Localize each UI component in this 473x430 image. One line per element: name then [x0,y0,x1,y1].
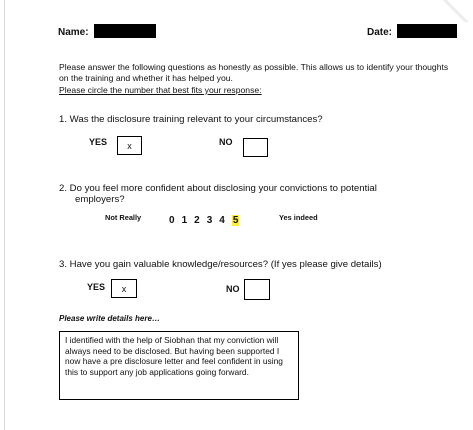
date-label: Date: [367,27,393,38]
intro-text: Please answer the following questions as honestly as possible. This allows us to identify your thoughts on the training and whether it has helped you. [59,62,449,83]
question-1: 1. Was the disclosure training relevant to your circumstances? [59,114,323,125]
details-textbox[interactable]: I identified with the help of Siobhan that my conviction will always need to be disclosed. But having been supported I now have a pre disclosure letter and feel confident in using this to support any job applications going forward. [59,331,299,400]
q3-yes-checkbox[interactable]: x [111,279,137,298]
question-3: 3. Have you gain valuable knowledge/resources? (If yes please give details) [59,259,382,270]
name-label: Name: [58,27,89,38]
page-edge [4,0,5,430]
q2-high-label: Yes indeed [279,213,318,222]
q2-scale [169,210,246,228]
date-redaction [397,24,457,38]
scale-option[interactable]: 3 [206,215,213,226]
q1-yes-label: YES [89,137,108,147]
q3-yes-label: YES [87,282,106,292]
q1-no-label: NO [219,137,233,147]
question-2-line-1: 2. Do you feel more confident about disclosing your convictions to potential [59,183,377,194]
scale-option[interactable]: 0 [169,215,175,226]
scale-option[interactable]: 1 [181,215,188,226]
scale-option-selected[interactable]: 5 [232,215,239,226]
question-2-line-2: employers? [75,194,125,205]
details-label: Please write details here… [59,314,160,323]
q2-low-label: Not Really [105,213,142,222]
scale-option[interactable]: 4 [219,215,225,226]
q3-no-label: NO [226,284,240,294]
instruction-text: Please circle the number that best fits your response: [59,85,262,95]
name-redaction [94,24,156,38]
page-fold-corner [443,0,473,22]
q1-yes-checkbox[interactable]: x [117,136,142,155]
q3-no-checkbox[interactable] [244,279,270,300]
scale-option[interactable]: 2 [194,215,200,226]
q1-no-checkbox[interactable] [243,138,268,157]
